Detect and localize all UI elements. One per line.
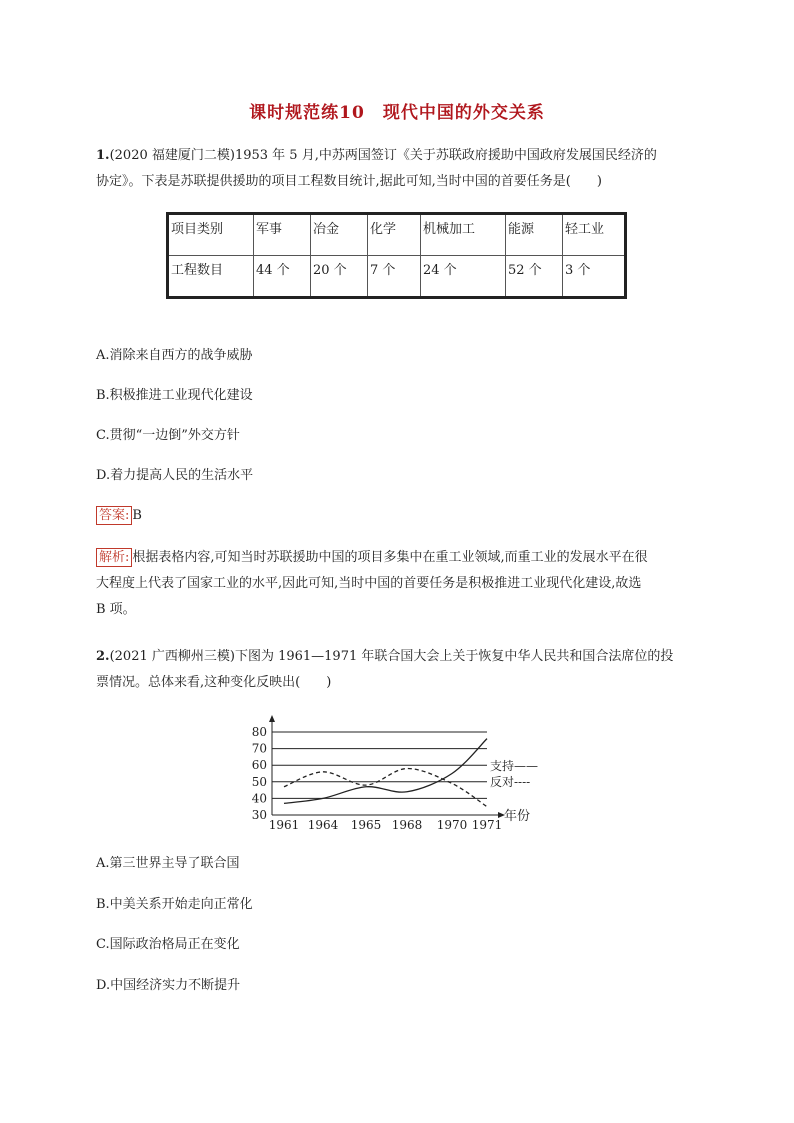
q1-option-b[interactable]: B.积极推进工业现代化建设 [96,388,253,403]
q2-stem-line2: 票情况。总体来看,这种变化反映出( ) [96,675,332,690]
q1-stem-line2: 协定》。下表是苏联提供援助的项目工程数目统计,据此可知,当时中国的首要任务是( ) [96,174,602,189]
table-cell: 冶金 [311,214,368,256]
legend-entry: 支持—— [490,759,539,773]
analysis-tag: 解析: [96,548,132,567]
table-cell: 7 个 [368,256,421,298]
legend-entry: 反对---- [490,775,531,789]
x-tick-label: 1964 [307,818,339,832]
analysis-line2: 大程度上代表了国家工业的水平,因此可知,当时中国的首要任务是积极推进工业现代化建设,故选 [96,576,642,591]
q1-stem-line1: (2020 福建厦门二模)1953 年 5 月,中苏两国签订《关于苏联政府援助中国政府发展国民经济的 [109,148,657,163]
page-title: 课时规范练10 现代中国的外交关系 [249,103,545,123]
q1-option-d[interactable]: D.着力提高人民的生活水平 [96,468,254,483]
y-tick-label: 40 [251,791,267,806]
table-cell: 3 个 [563,256,626,298]
y-tick-label: 80 [251,725,267,739]
table-cell: 化学 [368,214,421,256]
q2-stem-line1: (2021 广西柳州三模)下图为 1961—1971 年联合国大会上关于恢复中华人民共和国合法席位的投 [109,649,674,664]
q2-option-a[interactable]: A.第三世界主导了联合国 [96,856,240,871]
table-cell: 项目类别 [168,214,254,256]
analysis-line1: 根据表格内容,可知当时苏联援助中国的项目多集中在重工业领域,而重工业的发展水平在很 [132,550,648,565]
x-tick-label: 1961 [268,818,300,832]
table-cell: 轻工业 [563,214,626,256]
table-cell: 20 个 [311,256,368,298]
answer-value: B [132,508,142,523]
x-axis-label: 年份 [504,809,531,824]
q1-number: 1. [96,148,110,163]
table-cell: 军事 [254,214,311,256]
y-tick-label: 70 [251,741,267,756]
answer-tag: 答案: [96,506,132,525]
x-tick-label: 1968 [391,818,423,832]
analysis-line3: B 项。 [96,602,136,617]
table-cell: 机械加工 [421,214,506,256]
y-tick-label: 60 [251,758,267,773]
table-cell: 52 个 [506,256,563,298]
y-tick-label: 50 [251,774,267,789]
y-axis-arrow [269,715,275,722]
q2-option-b[interactable]: B.中美关系开始走向正常化 [96,897,253,912]
x-tick-label: 1971 [471,818,503,832]
table-cell: 工程数目 [168,256,254,298]
x-tick-label: 1965 [350,818,382,832]
series-line-oppose [284,769,487,807]
y-tick-label: 30 [251,808,267,822]
table-cell: 能源 [506,214,563,256]
table-cell: 24 个 [421,256,506,298]
q1-option-a[interactable]: A.消除来自西方的战争威胁 [96,348,253,363]
x-tick-label: 1970 [436,818,468,832]
q2-option-d[interactable]: D.中国经济实力不断提升 [96,978,241,993]
q1-option-c[interactable]: C.贯彻“一边倒”外交方针 [96,428,240,443]
q2-number: 2. [96,649,110,664]
table-cell: 44 个 [254,256,311,298]
q2-option-c[interactable]: C.国际政治格局正在变化 [96,937,240,952]
